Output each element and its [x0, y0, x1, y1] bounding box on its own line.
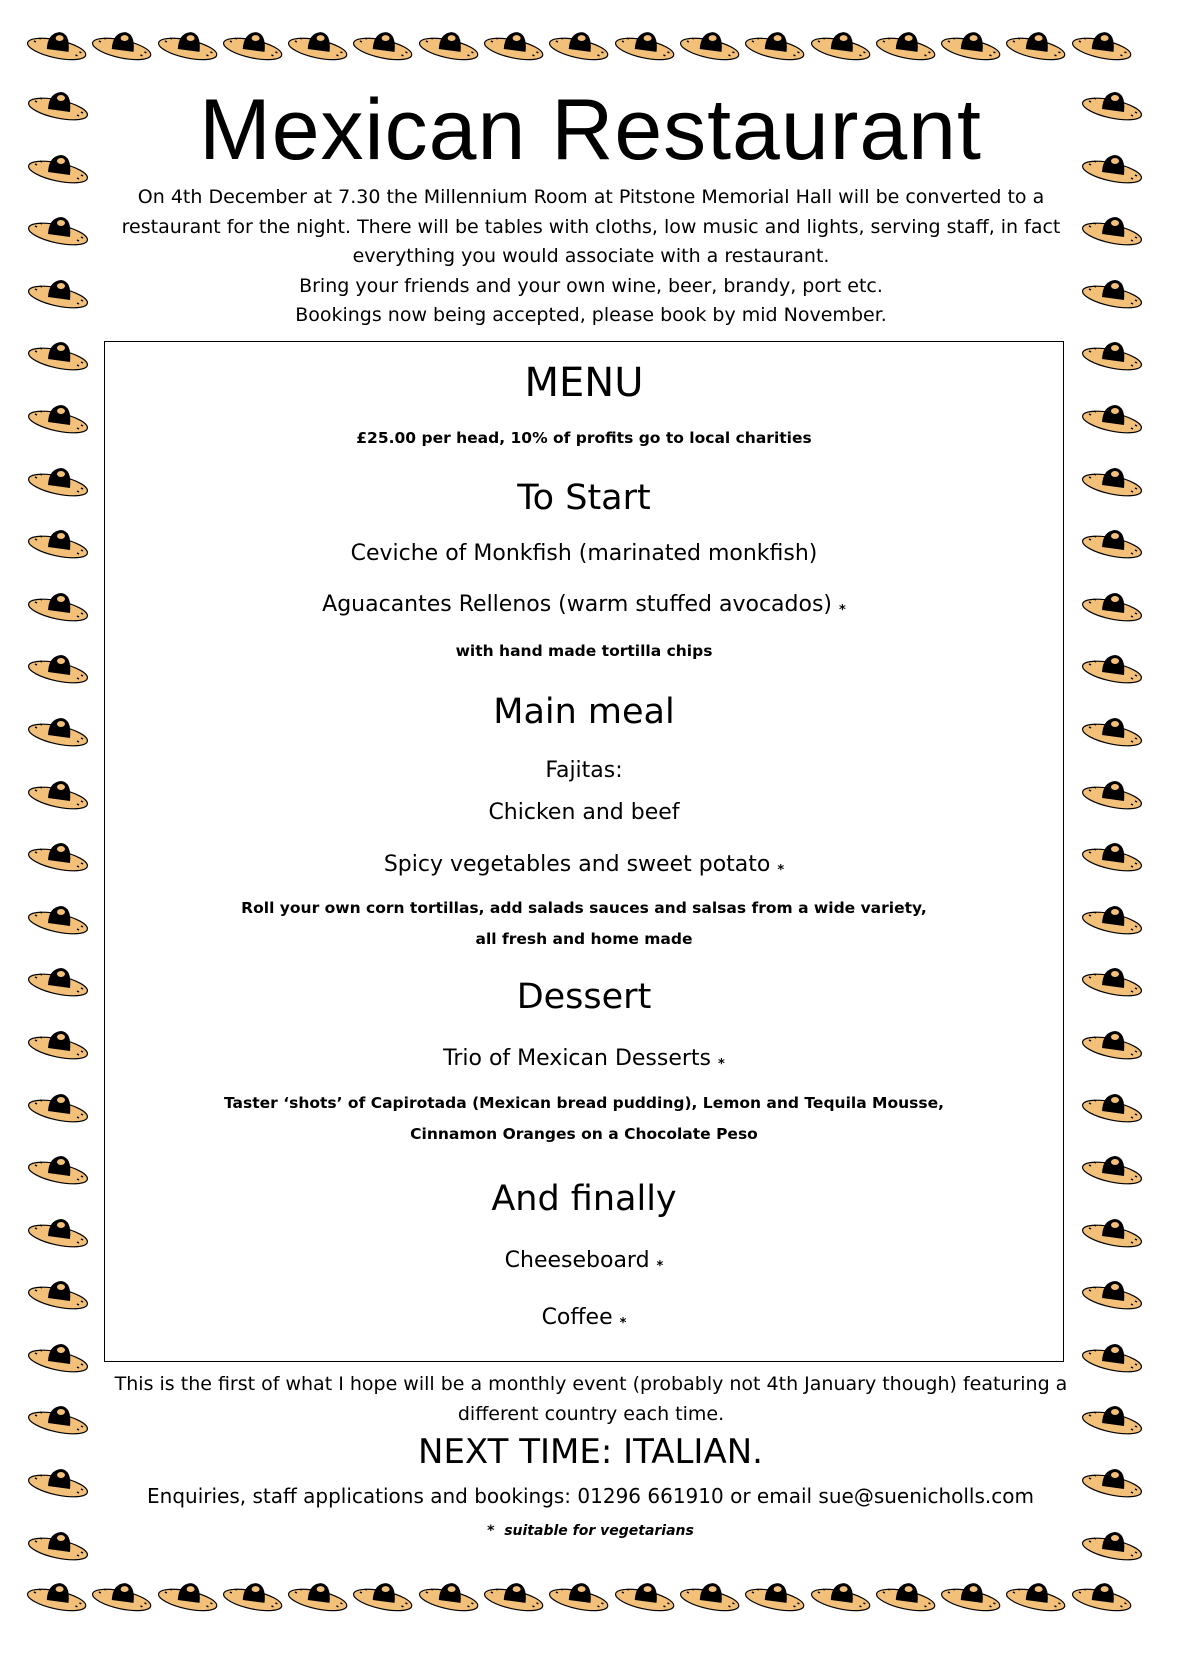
sombrero-icon — [25, 398, 91, 438]
intro-text — [96, 183, 1086, 331]
outro-text: This is the first of what I hope will be a monthly event (probably not 4th January though) featuring a different country each time. — [114, 1373, 1068, 1425]
sombrero-icon — [416, 1576, 481, 1616]
sombrero-icon — [416, 25, 481, 65]
menu-item-cheeseboard — [105, 1248, 1063, 1273]
vegetarian-footnote — [0, 1523, 1181, 1539]
sombrero-icon — [742, 1576, 807, 1616]
sombrero-icon — [25, 774, 91, 814]
vegetarian-footnote-text: suitable for vegetarians — [504, 1523, 694, 1539]
sombrero-icon — [25, 586, 91, 626]
intro-paragraph: On 4th December at 7.30 the Millennium Room at Pitstone Memorial Hall will be converted to a restaurant for the night. There will be tables with cloths, low music and lights, serving staff, in fact everything you would associate with a restaurant. — [121, 186, 1061, 267]
menu-item-label: Aguacantes Rellenos (warm stuffed avocados) — [322, 592, 833, 617]
sombrero-icon — [677, 1576, 742, 1616]
sombrero-icon — [1079, 711, 1145, 751]
section-heading-to-start: To Start — [517, 478, 651, 518]
sombrero-icon — [1079, 523, 1145, 563]
sombrero-icon — [25, 1274, 91, 1314]
main-note-line2: all fresh and home made — [475, 930, 693, 948]
sombrero-icon — [481, 1576, 546, 1616]
menu-item-label: Trio of Mexican Desserts — [443, 1046, 712, 1071]
sombrero-icon — [1069, 1576, 1134, 1616]
sombrero-icon — [1079, 398, 1145, 438]
menu-item-trio-desserts — [105, 1046, 1063, 1071]
left-sombrero-border — [24, 85, 92, 1565]
vegetarian-marker: * — [839, 603, 846, 618]
sombrero-icon — [89, 1576, 154, 1616]
menu-box — [104, 341, 1064, 1362]
sombrero-icon — [220, 1576, 285, 1616]
sombrero-icon — [285, 25, 350, 65]
menu-item-fajitas: Fajitas: — [545, 758, 623, 783]
sombrero-icon — [1079, 335, 1145, 375]
menu-title: MENU — [524, 360, 644, 406]
vegetarian-marker: * — [718, 1057, 725, 1072]
right-sombrero-border — [1078, 85, 1146, 1565]
sombrero-icon — [808, 1576, 873, 1616]
sombrero-icon — [89, 25, 154, 65]
sombrero-icon — [25, 648, 91, 688]
section-heading-dessert: Dessert — [516, 977, 652, 1017]
menu-item-coffee — [105, 1305, 1063, 1330]
sombrero-icon — [25, 836, 91, 876]
menu-item-label: Spicy vegetables and sweet potato — [383, 852, 771, 877]
vegetarian-marker: * — [656, 1259, 664, 1274]
sombrero-icon — [1069, 25, 1134, 65]
sombrero-icon — [24, 1576, 89, 1616]
menu-item-ceviche: Ceviche of Monkfish (marinated monkfish) — [350, 541, 818, 566]
sombrero-icon — [25, 711, 91, 751]
sombrero-icon — [1079, 1212, 1145, 1252]
sombrero-icon — [1079, 1274, 1145, 1314]
sombrero-icon — [938, 1576, 1003, 1616]
sombrero-icon — [612, 25, 677, 65]
sombrero-icon — [1079, 461, 1145, 501]
intro-bookings-line: Bookings now being accepted, please book by mid November. — [295, 304, 887, 326]
sombrero-icon — [25, 1024, 91, 1064]
sombrero-icon — [873, 25, 938, 65]
sombrero-icon — [1079, 273, 1145, 313]
sombrero-icon — [350, 1576, 415, 1616]
sombrero-icon — [481, 25, 546, 65]
price-note: £25.00 per head, 10% of profits go to local charities — [356, 429, 812, 447]
sombrero-icon — [1079, 586, 1145, 626]
section-heading-and-finally: And finally — [491, 1179, 677, 1219]
sombrero-icon — [25, 1149, 91, 1189]
sombrero-icon — [25, 335, 91, 375]
sombrero-icon — [1003, 25, 1068, 65]
sombrero-icon — [25, 210, 91, 250]
sombrero-icon — [1079, 774, 1145, 814]
sombrero-icon — [220, 25, 285, 65]
sombrero-icon — [1079, 648, 1145, 688]
page-title: Mexican Restaurant — [199, 82, 982, 178]
vegetarian-marker: * — [487, 1523, 495, 1539]
main-note-line1: Roll your own corn tortillas, add salads sauces and salsas from a wide variety, — [241, 899, 927, 917]
sombrero-icon — [873, 1576, 938, 1616]
sombrero-icon — [1079, 1149, 1145, 1189]
menu-item-chicken-beef: Chicken and beef — [488, 800, 680, 825]
sombrero-icon — [1079, 210, 1145, 250]
menu-item-label: Cheeseboard — [504, 1248, 650, 1273]
sombrero-icon — [1003, 1576, 1068, 1616]
sombrero-icon — [742, 25, 807, 65]
sombrero-icon — [24, 25, 89, 65]
dessert-note-line1: Taster ‘shots’ of Capirotada (Mexican bread pudding), Lemon and Tequila Mousse, — [223, 1094, 945, 1112]
sombrero-icon — [612, 1576, 677, 1616]
sombrero-icon — [1079, 899, 1145, 939]
bottom-sombrero-border — [24, 1576, 1134, 1616]
dessert-note-line2: Cinnamon Oranges on a Chocolate Peso — [410, 1125, 758, 1143]
sombrero-icon — [25, 899, 91, 939]
sombrero-icon — [938, 25, 1003, 65]
top-sombrero-border — [24, 25, 1134, 65]
sombrero-icon — [25, 523, 91, 563]
sombrero-icon — [546, 25, 611, 65]
sombrero-icon — [25, 1087, 91, 1127]
sombrero-icon — [25, 961, 91, 1001]
sombrero-icon — [285, 1576, 350, 1616]
sombrero-icon — [1079, 961, 1145, 1001]
sombrero-icon — [1079, 1087, 1145, 1127]
sombrero-icon — [155, 1576, 220, 1616]
sombrero-icon — [25, 1337, 91, 1377]
sombrero-icon — [1079, 1024, 1145, 1064]
vegetarian-marker: * — [619, 1316, 627, 1331]
starter-note: with hand made tortilla chips — [455, 642, 713, 660]
section-heading-main-meal: Main meal — [493, 692, 675, 732]
next-time-heading: NEXT TIME: ITALIAN. — [418, 1432, 763, 1472]
intro-bring-line: Bring your friends and your own wine, beer, brandy, port etc. — [299, 274, 883, 297]
sombrero-icon — [25, 1212, 91, 1252]
sombrero-icon — [1079, 836, 1145, 876]
sombrero-icon — [350, 25, 415, 65]
sombrero-icon — [808, 25, 873, 65]
vegetarian-marker: * — [777, 863, 785, 878]
sombrero-icon — [25, 461, 91, 501]
sombrero-icon — [25, 273, 91, 313]
menu-item-spicy-vegetables — [105, 852, 1063, 877]
menu-item-label: Coffee — [541, 1305, 613, 1330]
sombrero-icon — [677, 25, 742, 65]
menu-item-aguacantes — [105, 592, 1063, 617]
enquiries-line: Enquiries, staff applications and bookings: 01296 661910 or email sue@suenicholls.com — [147, 1484, 1034, 1508]
sombrero-icon — [155, 25, 220, 65]
sombrero-icon — [546, 1576, 611, 1616]
